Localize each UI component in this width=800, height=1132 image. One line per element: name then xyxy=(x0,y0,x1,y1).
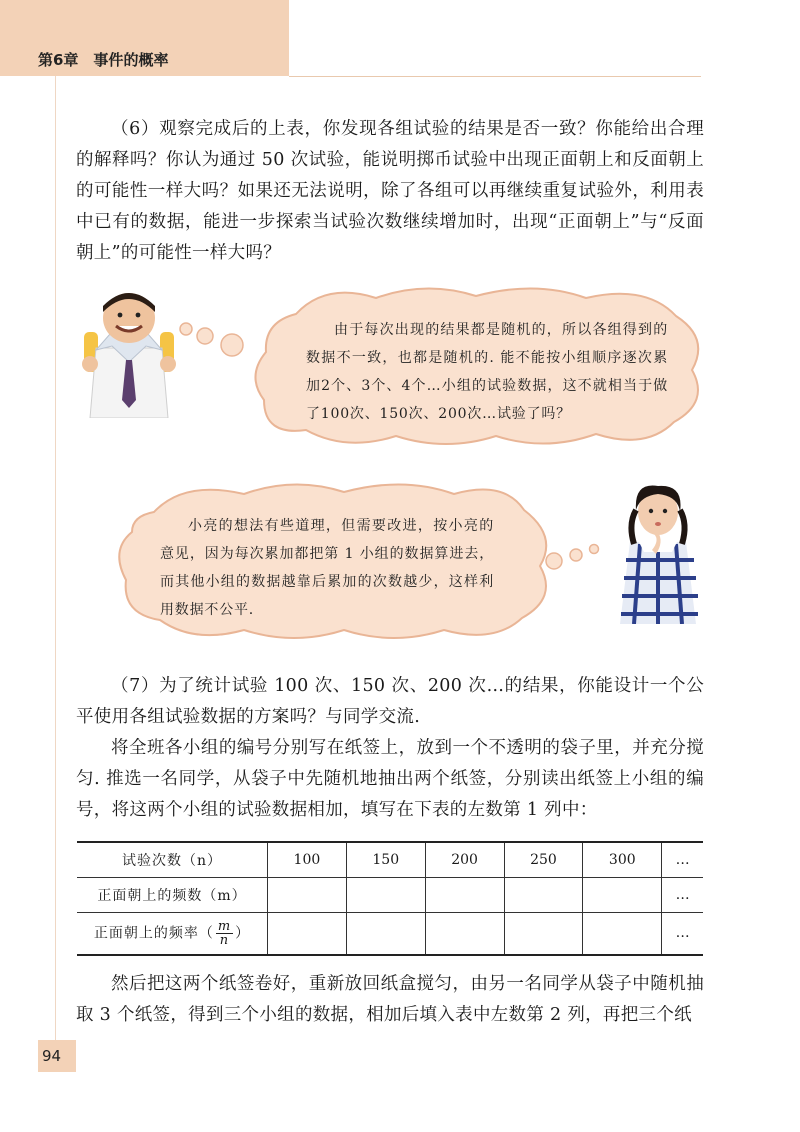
table-cell xyxy=(268,913,347,955)
header-divider xyxy=(289,76,701,77)
paragraph-line: 的解释吗？你认为通过 50 次试验，能说明掷币试验中出现正面朝上和反面朝上 xyxy=(76,150,704,170)
paragraph-line: “反面朝上”的可能性一样大吗？ xyxy=(76,212,704,263)
table-cell: 300 xyxy=(583,842,662,878)
table-row xyxy=(77,878,703,913)
paragraph-line: 的可能性一样大吗？如果还无法说明，除了各组可以再继续重复试验外，利用 xyxy=(76,181,687,201)
bubble-line: 到的数据不一致，也都是随机的. 能不能按小组顺序 xyxy=(306,322,668,366)
table-cell xyxy=(346,878,425,913)
table-cell xyxy=(583,878,662,913)
paragraph-line: 编号，将这两个小组的试验数据相加，填写在下表的左数第 1 列中： xyxy=(76,769,704,820)
table-row xyxy=(77,842,703,878)
table-cell xyxy=(583,913,662,955)
table-cell: … xyxy=(662,878,703,913)
table-cell: 100 xyxy=(268,842,347,878)
table-cell: 150 xyxy=(346,842,425,878)
row-label-frequency-rate xyxy=(77,913,268,955)
table-cell xyxy=(504,913,583,955)
bubble-line: 的次数越少，这样利用数据不公平. xyxy=(160,574,494,618)
paragraph-line: （6）观察完成后的上表，你发现各组试验的结果是否一致？你能给出合理 xyxy=(111,119,704,139)
row-label-text: 正面朝上的频率 xyxy=(93,925,199,942)
paragraph-line: （7）为了统计试验 100 次、150 次、200 次…的结果，你能设计一个公平使 xyxy=(76,676,704,727)
margin-rule xyxy=(55,76,56,1042)
table-row xyxy=(77,913,703,955)
frequency-table xyxy=(77,841,703,956)
table-cell xyxy=(504,878,583,913)
bubble-line: 就相当于做了100次、150次、200次…试验了吗？ xyxy=(306,378,668,422)
paragraph-question-7 xyxy=(76,671,704,733)
paren-open: （ xyxy=(198,925,214,942)
paren-close: ） xyxy=(235,925,251,942)
fraction-denominator: n xyxy=(219,932,230,948)
fraction-numerator: m xyxy=(217,918,232,934)
table-cell: … xyxy=(662,913,703,955)
bubble-line: 小亮的意见，因为每次累加都把第 1 小组的 xyxy=(160,518,494,562)
row-label-trials: 试验次数（n） xyxy=(77,842,268,878)
paragraph-method xyxy=(76,733,704,826)
table-cell: 200 xyxy=(425,842,504,878)
table-cell xyxy=(346,913,425,955)
paragraph-line: 用各组试验数据的方案吗？与同学交流. xyxy=(111,707,421,727)
chapter-title: 第6章 事件的概率 xyxy=(38,51,169,69)
bubble-line: 由于每次出现的结果都是随机的，所以各组得 xyxy=(334,322,638,338)
girl-speech-text xyxy=(160,512,494,624)
bubble-line: 小亮的想法有些道理，但需要改进，按 xyxy=(188,518,449,534)
paragraph-line: 表中已有的数据，能进一步探索当试验次数继续增加时，出现“正面朝上”与 xyxy=(76,181,704,232)
fraction-m-over-n xyxy=(216,920,233,947)
paragraph-line: 将全班各小组的编号分别写在纸签上，放到一个不透明的袋子里，并充分 xyxy=(111,738,687,758)
paragraph-line: 搅匀. 推选一名同学，从袋子中先随机地抽出两个纸签，分别读出纸签上小组的 xyxy=(76,738,704,789)
boy-illustration xyxy=(76,290,182,418)
table-cell: 250 xyxy=(504,842,583,878)
bubble-line: 逐次累加2个、3个、4个…小组的试验数据，这不 xyxy=(306,350,669,394)
paragraph-question-6 xyxy=(76,114,704,269)
boy-speech-text xyxy=(306,316,668,428)
bubble-line: 数据算进去，而其他小组的数据越靠后累加 xyxy=(160,546,494,590)
table-cell: … xyxy=(662,842,703,878)
page-number: 94 xyxy=(42,1047,62,1065)
paragraph-line: 抽取 3 个纸签，得到三个小组的数据，相加后填入表中左数第 2 列，再把三个纸 xyxy=(76,974,704,1025)
table-cell xyxy=(425,913,504,955)
girl-illustration xyxy=(612,480,704,624)
table-cell xyxy=(425,878,504,913)
paragraph-line: 然后把这两个纸签卷好，重新放回纸盒搅匀，由另一名同学从袋子中随机 xyxy=(111,974,687,994)
table-cell xyxy=(268,878,347,913)
paragraph-continuation xyxy=(76,969,704,1031)
row-label-frequency-count: 正面朝上的频数（m） xyxy=(77,878,268,913)
